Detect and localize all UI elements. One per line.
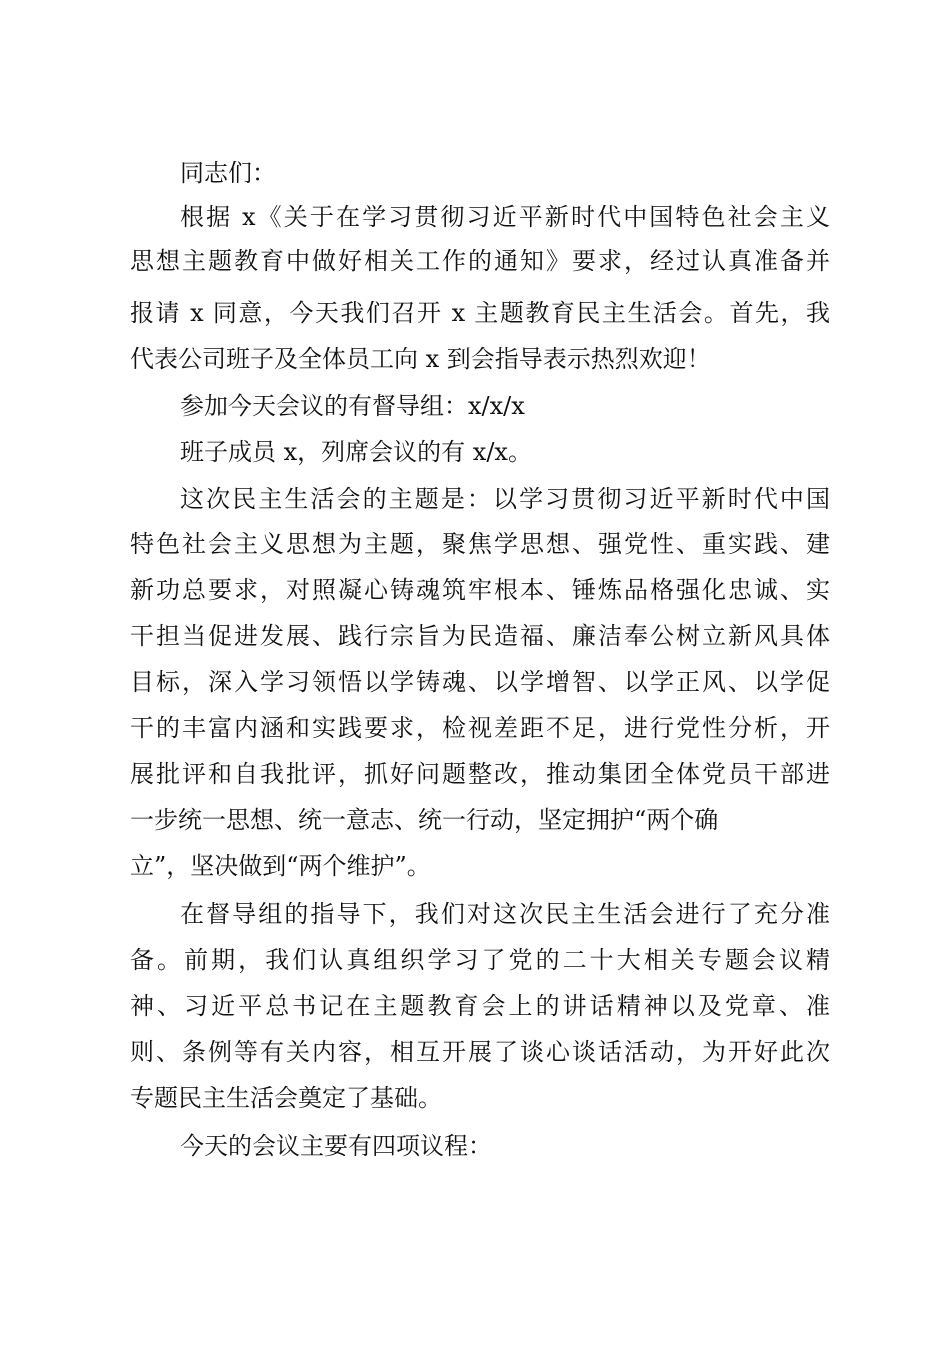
paragraph-4-line-6: 干的丰富内涵和实践要求，检视差距不足，进行党性分析，开	[130, 714, 830, 742]
paragraph-4-line-7: 展批评和自我批评，抓好问题整改，推动集团全体党员干部进	[130, 760, 830, 788]
paragraph-4-line-3: 新功总要求，对照凝心铸魂筑牢根本、锤炼品格强化忠诚、实	[130, 576, 830, 604]
paragraph-4-line-1: 这次民主生活会的主题是：以学习贯彻习近平新时代中国	[180, 485, 830, 513]
paragraph-4-line-4: 干担当促进发展、践行宗旨为民造福、廉洁奉公树立新风具体	[130, 622, 830, 650]
paragraph-1-line-1: 根据 x《关于在学习贯彻习近平新时代中国特色社会主义	[180, 203, 830, 231]
paragraph-1-line-2: 思想主题教育中做好相关工作的通知》要求，经过认真准备并	[130, 247, 830, 275]
paragraph-3-line-1: 班子成员 x，列席会议的有 x/x。	[180, 438, 532, 466]
paragraph-2-line-1: 参加今天会议的有督导组：x/x/x	[180, 392, 525, 420]
paragraph-4-line-8: 一步统一思想、统一意志、统一行动，坚定拥护“两个确	[130, 806, 719, 834]
paragraph-4-line-2: 特色社会主义思想为主题，聚焦学思想、强党性、重实践、建	[130, 530, 830, 558]
paragraph-5-line-3: 神、习近平总书记在主题教育会上的讲话精神以及党章、准	[130, 992, 830, 1020]
paragraph-5-line-1: 在督导组的指导下，我们对这次民主生活会进行了充分准	[180, 900, 830, 928]
paragraph-4-line-5: 目标，深入学习领悟以学铸魂、以学增智、以学正风、以学促	[130, 668, 830, 696]
paragraph-1-line-4: 代表公司班子及全体员工向 x 到会指导表示热烈欢迎！	[130, 345, 711, 373]
salutation: 同志们：	[180, 159, 276, 187]
paragraph-5-line-2: 备。前期，我们认真组织学习了党的二十大相关专题会议精	[130, 946, 830, 974]
paragraph-6-line-1: 今天的会议主要有四项议程：	[180, 1132, 492, 1160]
paragraph-1-line-3: 报请 x 同意，今天我们召开 x 主题教育民主生活会。首先，我	[130, 299, 830, 327]
paragraph-4-line-9: 立”，坚决做到“两个维护”。	[130, 852, 431, 880]
paragraph-5-line-5: 专题民主生活会奠定了基础。	[130, 1084, 442, 1112]
paragraph-5-line-4: 则、条例等有关内容，相互开展了谈心谈话活动，为开好此次	[130, 1038, 830, 1066]
